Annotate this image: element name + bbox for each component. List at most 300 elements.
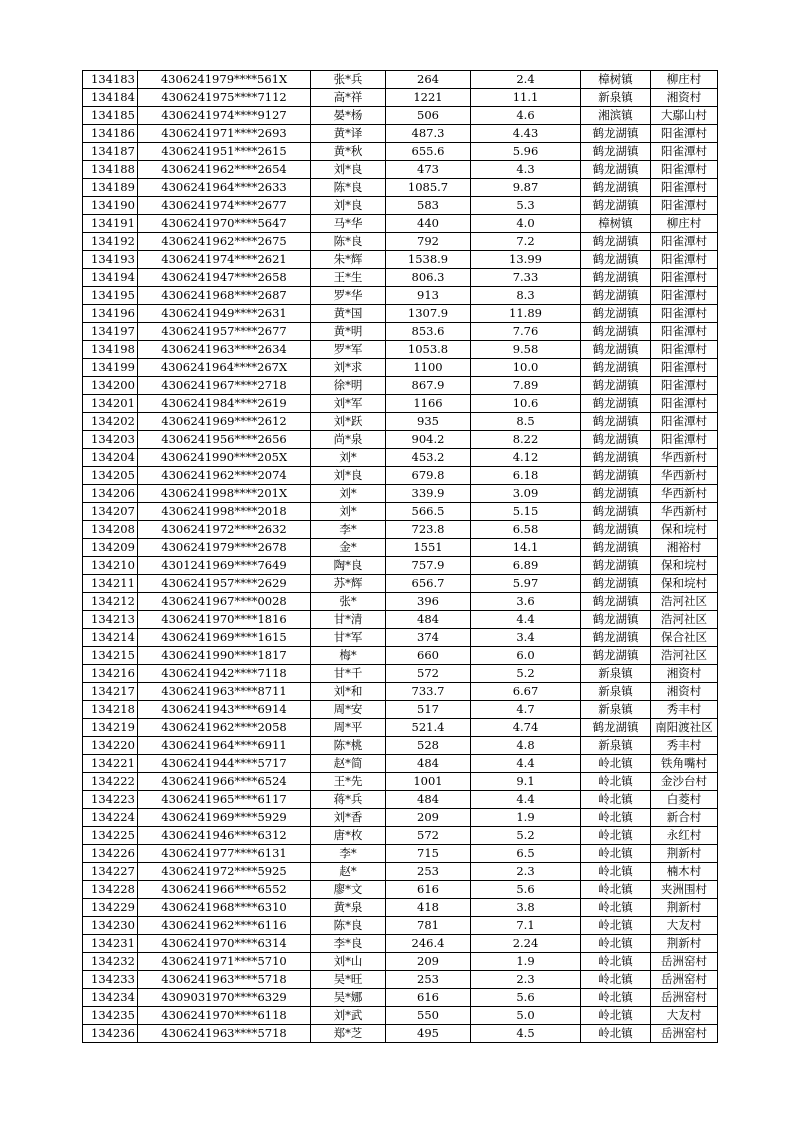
village-cell: 阳雀潭村 [651, 305, 718, 323]
area-cell: 655.6 [386, 143, 471, 161]
amount-cell: 3.09 [471, 485, 581, 503]
name-cell: 陈*良 [311, 917, 386, 935]
name-cell: 甘*清 [311, 611, 386, 629]
amount-cell: 4.3 [471, 161, 581, 179]
id-number-cell: 4306241969****1615 [138, 629, 311, 647]
id-number-cell: 4306241967****0028 [138, 593, 311, 611]
table-row [83, 1007, 718, 1025]
amount-cell: 7.33 [471, 269, 581, 287]
id-number-cell: 4306241944****5717 [138, 755, 311, 773]
amount-cell: 9.1 [471, 773, 581, 791]
village-cell: 阳雀潭村 [651, 251, 718, 269]
amount-cell: 14.1 [471, 539, 581, 557]
amount-cell: 5.6 [471, 881, 581, 899]
table-row [83, 683, 718, 701]
record-number-cell: 134228 [83, 881, 138, 899]
record-number-cell: 134215 [83, 647, 138, 665]
village-cell: 阳雀潭村 [651, 269, 718, 287]
record-number-cell: 134199 [83, 359, 138, 377]
name-cell: 陈*桃 [311, 737, 386, 755]
town-cell: 岭北镇 [581, 809, 651, 827]
id-number-cell: 4306241998****2018 [138, 503, 311, 521]
id-number-cell: 4306241942****7118 [138, 665, 311, 683]
area-cell: 484 [386, 755, 471, 773]
town-cell: 新泉镇 [581, 665, 651, 683]
name-cell: 周*安 [311, 701, 386, 719]
record-number-cell: 134233 [83, 971, 138, 989]
village-cell: 新合村 [651, 809, 718, 827]
name-cell: 马*华 [311, 215, 386, 233]
village-cell: 浩河社区 [651, 593, 718, 611]
name-cell: 刘*和 [311, 683, 386, 701]
town-cell: 岭北镇 [581, 791, 651, 809]
area-cell: 723.8 [386, 521, 471, 539]
town-cell: 鹤龙湖镇 [581, 467, 651, 485]
amount-cell: 10.6 [471, 395, 581, 413]
name-cell: 刘*军 [311, 395, 386, 413]
name-cell: 刘*跃 [311, 413, 386, 431]
area-cell: 904.2 [386, 431, 471, 449]
name-cell: 刘* [311, 485, 386, 503]
area-cell: 209 [386, 953, 471, 971]
village-cell: 华西新村 [651, 503, 718, 521]
area-cell: 806.3 [386, 269, 471, 287]
area-cell: 418 [386, 899, 471, 917]
table-row [83, 467, 718, 485]
record-number-cell: 134195 [83, 287, 138, 305]
table-row [83, 1025, 718, 1043]
table-row [83, 305, 718, 323]
amount-cell: 7.2 [471, 233, 581, 251]
name-cell: 刘* [311, 449, 386, 467]
id-number-cell: 4306241974****2677 [138, 197, 311, 215]
town-cell: 樟树镇 [581, 71, 651, 89]
village-cell: 华西新村 [651, 449, 718, 467]
area-cell: 781 [386, 917, 471, 935]
area-cell: 453.2 [386, 449, 471, 467]
id-number-cell: 4306241967****2718 [138, 377, 311, 395]
id-number-cell: 4306241964****267X [138, 359, 311, 377]
id-number-cell: 4306241949****2631 [138, 305, 311, 323]
table-row [83, 323, 718, 341]
area-cell: 374 [386, 629, 471, 647]
amount-cell: 6.18 [471, 467, 581, 485]
area-cell: 792 [386, 233, 471, 251]
village-cell: 夹洲围村 [651, 881, 718, 899]
id-number-cell: 4306241965****6117 [138, 791, 311, 809]
area-cell: 1307.9 [386, 305, 471, 323]
name-cell: 赵* [311, 863, 386, 881]
name-cell: 黄*秋 [311, 143, 386, 161]
record-number-cell: 134227 [83, 863, 138, 881]
name-cell: 郑*芝 [311, 1025, 386, 1043]
area-cell: 1551 [386, 539, 471, 557]
area-cell: 517 [386, 701, 471, 719]
id-number-cell: 4306241977****6131 [138, 845, 311, 863]
record-number-cell: 134213 [83, 611, 138, 629]
table-row [83, 593, 718, 611]
table-row [83, 377, 718, 395]
village-cell: 阳雀潭村 [651, 287, 718, 305]
amount-cell: 5.0 [471, 1007, 581, 1025]
id-number-cell: 4306241962****2654 [138, 161, 311, 179]
name-cell: 王*生 [311, 269, 386, 287]
id-number-cell: 4309031970****6329 [138, 989, 311, 1007]
name-cell: 黄*国 [311, 305, 386, 323]
record-number-cell: 134225 [83, 827, 138, 845]
id-number-cell: 4306241964****6911 [138, 737, 311, 755]
amount-cell: 3.8 [471, 899, 581, 917]
village-cell: 铁角嘴村 [651, 755, 718, 773]
name-cell: 黄*译 [311, 125, 386, 143]
town-cell: 鹤龙湖镇 [581, 413, 651, 431]
record-number-cell: 134191 [83, 215, 138, 233]
amount-cell: 4.4 [471, 755, 581, 773]
area-cell: 487.3 [386, 125, 471, 143]
area-cell: 867.9 [386, 377, 471, 395]
amount-cell: 7.76 [471, 323, 581, 341]
area-cell: 550 [386, 1007, 471, 1025]
id-number-cell: 4306241966****6524 [138, 773, 311, 791]
area-cell: 583 [386, 197, 471, 215]
table-row [83, 665, 718, 683]
record-number-cell: 134224 [83, 809, 138, 827]
area-cell: 679.8 [386, 467, 471, 485]
amount-cell: 5.2 [471, 665, 581, 683]
table-row [83, 701, 718, 719]
table-row [83, 611, 718, 629]
id-number-cell: 4306241972****5925 [138, 863, 311, 881]
amount-cell: 10.0 [471, 359, 581, 377]
village-cell: 保合社区 [651, 629, 718, 647]
name-cell: 李* [311, 845, 386, 863]
table-row [83, 287, 718, 305]
amount-cell: 8.3 [471, 287, 581, 305]
name-cell: 甘*军 [311, 629, 386, 647]
village-cell: 南阳渡社区 [651, 719, 718, 737]
table-row [83, 521, 718, 539]
town-cell: 鹤龙湖镇 [581, 143, 651, 161]
village-cell: 大友村 [651, 917, 718, 935]
town-cell: 鹤龙湖镇 [581, 719, 651, 737]
record-number-cell: 134187 [83, 143, 138, 161]
id-number-cell: 4306241974****9127 [138, 107, 311, 125]
town-cell: 岭北镇 [581, 845, 651, 863]
record-number-cell: 134232 [83, 953, 138, 971]
town-cell: 鹤龙湖镇 [581, 323, 651, 341]
village-cell: 阳雀潭村 [651, 377, 718, 395]
table-row [83, 863, 718, 881]
record-number-cell: 134196 [83, 305, 138, 323]
record-number-cell: 134188 [83, 161, 138, 179]
area-cell: 572 [386, 827, 471, 845]
id-number-cell: 4306241962****2675 [138, 233, 311, 251]
village-cell: 阳雀潭村 [651, 359, 718, 377]
table-row [83, 395, 718, 413]
town-cell: 岭北镇 [581, 935, 651, 953]
town-cell: 樟树镇 [581, 215, 651, 233]
record-number-cell: 134200 [83, 377, 138, 395]
id-number-cell: 4306241979****2678 [138, 539, 311, 557]
amount-cell: 8.22 [471, 431, 581, 449]
table-row [83, 737, 718, 755]
id-number-cell: 4306241984****2619 [138, 395, 311, 413]
id-number-cell: 4306241969****5929 [138, 809, 311, 827]
town-cell: 岭北镇 [581, 899, 651, 917]
village-cell: 阳雀潭村 [651, 341, 718, 359]
table-row [83, 107, 718, 125]
table-row [83, 539, 718, 557]
id-number-cell: 4306241957****2677 [138, 323, 311, 341]
town-cell: 鹤龙湖镇 [581, 503, 651, 521]
area-cell: 656.7 [386, 575, 471, 593]
id-number-cell: 4306241947****2658 [138, 269, 311, 287]
table-row [83, 629, 718, 647]
town-cell: 岭北镇 [581, 827, 651, 845]
name-cell: 刘*山 [311, 953, 386, 971]
record-number-cell: 134217 [83, 683, 138, 701]
name-cell: 刘*良 [311, 197, 386, 215]
table-row [83, 719, 718, 737]
name-cell: 赵*简 [311, 755, 386, 773]
record-number-cell: 134218 [83, 701, 138, 719]
table-row [83, 935, 718, 953]
area-cell: 913 [386, 287, 471, 305]
amount-cell: 2.3 [471, 863, 581, 881]
village-cell: 阳雀潭村 [651, 233, 718, 251]
table-row [83, 341, 718, 359]
id-number-cell: 4306241957****2629 [138, 575, 311, 593]
table-row [83, 233, 718, 251]
area-cell: 660 [386, 647, 471, 665]
amount-cell: 5.97 [471, 575, 581, 593]
amount-cell: 6.5 [471, 845, 581, 863]
village-cell: 阳雀潭村 [651, 125, 718, 143]
area-cell: 715 [386, 845, 471, 863]
amount-cell: 3.4 [471, 629, 581, 647]
village-cell: 永红村 [651, 827, 718, 845]
table-row [83, 845, 718, 863]
town-cell: 鹤龙湖镇 [581, 575, 651, 593]
area-cell: 521.4 [386, 719, 471, 737]
id-number-cell: 4306241974****2621 [138, 251, 311, 269]
town-cell: 岭北镇 [581, 863, 651, 881]
village-cell: 岳洲窑村 [651, 1025, 718, 1043]
record-number-cell: 134204 [83, 449, 138, 467]
town-cell: 鹤龙湖镇 [581, 377, 651, 395]
area-cell: 572 [386, 665, 471, 683]
town-cell: 鹤龙湖镇 [581, 431, 651, 449]
id-number-cell: 4306241956****2656 [138, 431, 311, 449]
village-cell: 阳雀潭村 [651, 395, 718, 413]
area-cell: 616 [386, 881, 471, 899]
table-row [83, 971, 718, 989]
id-number-cell: 4306241943****6914 [138, 701, 311, 719]
area-cell: 853.6 [386, 323, 471, 341]
id-number-cell: 4306241969****2612 [138, 413, 311, 431]
record-number-cell: 134189 [83, 179, 138, 197]
town-cell: 鹤龙湖镇 [581, 197, 651, 215]
name-cell: 刘*良 [311, 161, 386, 179]
village-cell: 秀丰村 [651, 701, 718, 719]
name-cell: 尚*泉 [311, 431, 386, 449]
town-cell: 鹤龙湖镇 [581, 269, 651, 287]
id-number-cell: 4306241970****1816 [138, 611, 311, 629]
name-cell: 陈*良 [311, 233, 386, 251]
table-row [83, 125, 718, 143]
table-row [83, 899, 718, 917]
id-number-cell: 4306241972****2632 [138, 521, 311, 539]
record-number-cell: 134214 [83, 629, 138, 647]
table-row [83, 503, 718, 521]
record-number-cell: 134203 [83, 431, 138, 449]
town-cell: 鹤龙湖镇 [581, 539, 651, 557]
id-number-cell: 4306241962****6116 [138, 917, 311, 935]
name-cell: 梅* [311, 647, 386, 665]
name-cell: 张*兵 [311, 71, 386, 89]
area-cell: 757.9 [386, 557, 471, 575]
record-number-cell: 134229 [83, 899, 138, 917]
record-number-cell: 134219 [83, 719, 138, 737]
table-row [83, 431, 718, 449]
town-cell: 岭北镇 [581, 773, 651, 791]
area-cell: 1100 [386, 359, 471, 377]
name-cell: 吴*旺 [311, 971, 386, 989]
table-row [83, 251, 718, 269]
record-number-cell: 134208 [83, 521, 138, 539]
record-number-cell: 134223 [83, 791, 138, 809]
amount-cell: 4.7 [471, 701, 581, 719]
town-cell: 鹤龙湖镇 [581, 305, 651, 323]
amount-cell: 13.99 [471, 251, 581, 269]
village-cell: 保和垸村 [651, 521, 718, 539]
name-cell: 周*平 [311, 719, 386, 737]
id-number-cell: 4306241970****6314 [138, 935, 311, 953]
village-cell: 阳雀潭村 [651, 179, 718, 197]
area-cell: 253 [386, 863, 471, 881]
village-cell: 楠木村 [651, 863, 718, 881]
town-cell: 湘滨镇 [581, 107, 651, 125]
id-number-cell: 4301241969****7649 [138, 557, 311, 575]
town-cell: 新泉镇 [581, 737, 651, 755]
amount-cell: 3.6 [471, 593, 581, 611]
village-cell: 岳洲窑村 [651, 971, 718, 989]
table-row [83, 89, 718, 107]
id-number-cell: 4306241966****6552 [138, 881, 311, 899]
area-cell: 506 [386, 107, 471, 125]
name-cell: 吴*娜 [311, 989, 386, 1007]
name-cell: 刘*香 [311, 809, 386, 827]
area-cell: 1001 [386, 773, 471, 791]
area-cell: 1085.7 [386, 179, 471, 197]
village-cell: 阳雀潭村 [651, 431, 718, 449]
name-cell: 张* [311, 593, 386, 611]
village-cell: 阳雀潭村 [651, 413, 718, 431]
record-number-cell: 134231 [83, 935, 138, 953]
town-cell: 岭北镇 [581, 953, 651, 971]
area-cell: 616 [386, 989, 471, 1007]
amount-cell: 5.2 [471, 827, 581, 845]
area-cell: 264 [386, 71, 471, 89]
village-cell: 阳雀潭村 [651, 197, 718, 215]
id-number-cell: 4306241962****2058 [138, 719, 311, 737]
id-number-cell: 4306241990****205X [138, 449, 311, 467]
table-row [83, 953, 718, 971]
record-number-cell: 134221 [83, 755, 138, 773]
town-cell: 鹤龙湖镇 [581, 629, 651, 647]
village-cell: 华西新村 [651, 485, 718, 503]
town-cell: 鹤龙湖镇 [581, 359, 651, 377]
area-cell: 1221 [386, 89, 471, 107]
table-row [83, 755, 718, 773]
record-number-cell: 134236 [83, 1025, 138, 1043]
area-cell: 1053.8 [386, 341, 471, 359]
town-cell: 鹤龙湖镇 [581, 611, 651, 629]
table-row [83, 809, 718, 827]
area-cell: 473 [386, 161, 471, 179]
record-number-cell: 134220 [83, 737, 138, 755]
village-cell: 大友村 [651, 1007, 718, 1025]
village-cell: 柳庄村 [651, 215, 718, 233]
name-cell: 陈*良 [311, 179, 386, 197]
record-number-cell: 134207 [83, 503, 138, 521]
town-cell: 岭北镇 [581, 1025, 651, 1043]
table-row [83, 413, 718, 431]
town-cell: 鹤龙湖镇 [581, 485, 651, 503]
town-cell: 岭北镇 [581, 755, 651, 773]
village-cell: 岳洲窑村 [651, 953, 718, 971]
table-row [83, 161, 718, 179]
table-row [83, 575, 718, 593]
record-number-cell: 134190 [83, 197, 138, 215]
record-number-cell: 134201 [83, 395, 138, 413]
amount-cell: 4.8 [471, 737, 581, 755]
record-number-cell: 134212 [83, 593, 138, 611]
table-row [83, 917, 718, 935]
record-number-cell: 134193 [83, 251, 138, 269]
amount-cell: 6.0 [471, 647, 581, 665]
id-number-cell: 4306241963****5718 [138, 971, 311, 989]
town-cell: 鹤龙湖镇 [581, 125, 651, 143]
record-number-cell: 134222 [83, 773, 138, 791]
id-number-cell: 4306241963****8711 [138, 683, 311, 701]
name-cell: 刘*良 [311, 467, 386, 485]
village-cell: 浩河社区 [651, 647, 718, 665]
village-cell: 柳庄村 [651, 71, 718, 89]
record-number-cell: 134202 [83, 413, 138, 431]
area-cell: 396 [386, 593, 471, 611]
village-cell: 白菱村 [651, 791, 718, 809]
town-cell: 鹤龙湖镇 [581, 287, 651, 305]
name-cell: 刘*武 [311, 1007, 386, 1025]
area-cell: 935 [386, 413, 471, 431]
amount-cell: 4.6 [471, 107, 581, 125]
table-row [83, 881, 718, 899]
table-body [83, 71, 718, 1043]
area-cell: 209 [386, 809, 471, 827]
amount-cell: 8.5 [471, 413, 581, 431]
amount-cell: 6.89 [471, 557, 581, 575]
amount-cell: 2.4 [471, 71, 581, 89]
village-cell: 保和垸村 [651, 575, 718, 593]
table-row [83, 647, 718, 665]
name-cell: 徐*明 [311, 377, 386, 395]
town-cell: 新泉镇 [581, 89, 651, 107]
record-number-cell: 134216 [83, 665, 138, 683]
area-cell: 484 [386, 611, 471, 629]
amount-cell: 4.12 [471, 449, 581, 467]
village-cell: 湘资村 [651, 89, 718, 107]
